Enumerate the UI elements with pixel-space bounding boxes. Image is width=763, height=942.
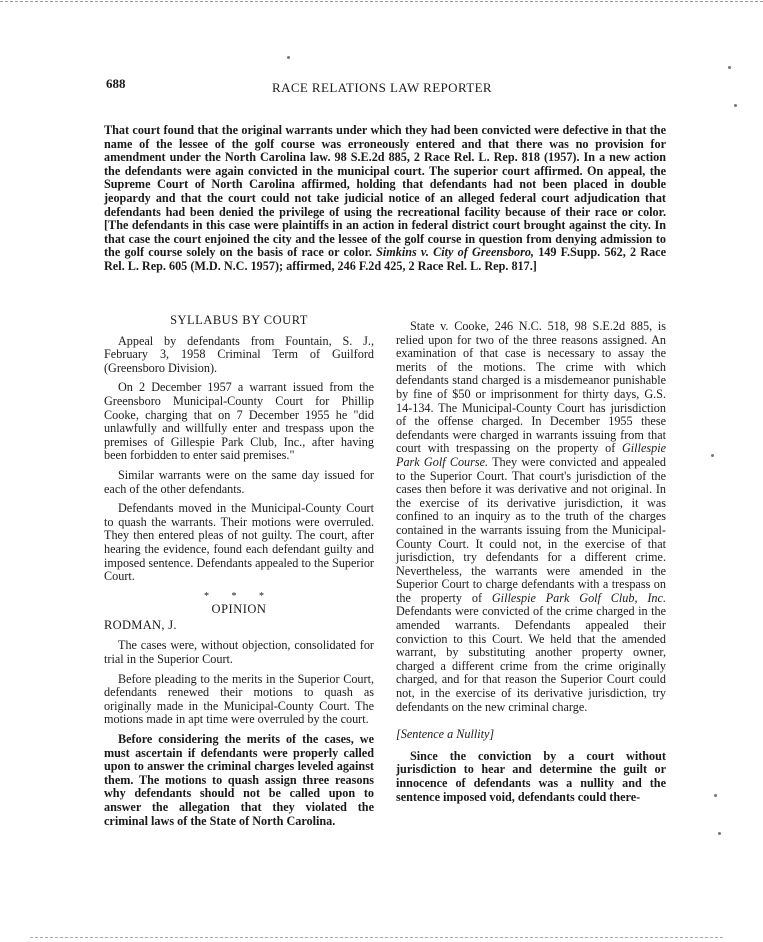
headnote-citation: 149 F.Supp. 562, 2 Race Rel. L. Rep. 605 (M.D. N.C. 1957); affirmed, 246 F.2d 425, 2 Race Rel. L. Rep. 817.]	[104, 245, 666, 273]
syllabus-paragraph: Similar warrants were on the same day issued for each of the other defendants.	[104, 467, 374, 496]
syllabus-heading: SYLLABUS BY COURT	[170, 313, 308, 327]
paragraph-text: They were convicted and appealed to the Superior Court. That court's jurisdiction of the cases then before it was derivative and not original. In the exercise of its derivative jurisdiction, it was confined to an inquiry as to the truth of the charges contained in the warrants issuing from the Municipal-County Court. It could not, in the exercise of that jurisdiction, try defendants for a different crime. Nevertheless, the warrants were amended in the Superior Court to charge defendants with a trespass on the property of	[396, 454, 666, 605]
scan-speck	[718, 832, 721, 835]
scan-border-bottom	[30, 937, 723, 938]
scan-border-top	[0, 1, 763, 2]
opinion-paragraph: The cases were, without objection, consolidated for trial in the Superior Court.	[104, 638, 374, 667]
property-name: Gillespie Park Golf Course.	[396, 441, 666, 469]
opinion-paragraph	[396, 320, 666, 714]
opinion-paragraph: Before pleading to the merits in the Superior Court, defendants renewed their motions to quash as originally made in the Municipal-County Court. The motions made in apt time were overruled by the court.	[104, 671, 374, 727]
left-column	[104, 314, 374, 834]
headnote-text: That court found that the original warrants under which they had been convicted were defective in that the name of the lessee of the golf course was erroneously entered and that there was no provision for amendment under the North Carolina law. 98 S.E.2d 885, 2 Race Rel. L. Rep. 818 (1957). In a new action the defendants were again convicted in the municipal court. The superior court affirmed. On appeal, the Supreme Court of North Carolina affirmed, holding that defendants had not been placed in double jeopardy and that the court could not take judicial notice of an alleged federal court adjudication that defendants had been denied the privilege of using the recreational facility because of their race or color. [The defendants in this case were plaintiffs in an action in federal district court brought against the city. In that case the court enjoined the city and the lessee of the golf course in question from denying admission to the golf course solely on the basis of race or color.	[104, 123, 666, 260]
judge-name: RODMAN, J.	[104, 617, 177, 632]
syllabus-paragraph: On 2 December 1957 a warrant issued from the Greensboro Municipal-County Court for Phillip Cooke, charging that on 7 December 1955 he "did unlawfully and willfully enter and trespass upon the premises of Gillespie Park Club, Inc., after having been forbidden to enter said premises."	[104, 380, 374, 463]
syllabus-paragraph: Appeal by defendants from Fountain, S. J., February 3, 1958 Criminal Term of Guilford (Greensboro Division).	[104, 333, 374, 375]
scan-speck	[728, 66, 731, 69]
property-name: Gillespie Park Golf Club, Inc.	[491, 590, 666, 605]
opinion-heading: OPINION	[211, 602, 267, 617]
section-subheading: [Sentence a Nullity]	[396, 727, 495, 742]
right-column	[396, 320, 666, 810]
running-head: RACE RELATIONS LAW REPORTER	[272, 80, 492, 95]
opinion-paragraph: Since the conviction by a court without jurisdiction to hear and determine the guilt or innocence of defendants was a nullity and the sentence imposed void, defendants could there-	[396, 748, 666, 804]
scan-speck	[734, 104, 737, 107]
scan-speck	[714, 794, 717, 797]
headnote-case-name: Simkins v. City of Greensboro,	[376, 245, 534, 260]
scan-speck	[287, 56, 290, 59]
paragraph-text: State v. Cooke, 246 N.C. 518, 98 S.E.2d 885, is relied upon for two of the three reasons assigned. An examination of that case is necessary to assay the merits of the motions. The crime with which defendants stand charged is a misdemeanor punishable by fine of $50 or imprisonment for thirty days, G.S. 14-134. The Municipal-County Court has jurisdiction of the offense charged. In December 1955 these defendants were charged in warrants issuing from that court with trespassing on the property of	[396, 319, 666, 456]
section-stars: * * *	[204, 590, 274, 602]
page-number: 688	[106, 76, 126, 91]
paragraph-text: Defendants were convicted of the crime charged in the amended warrants. Defendants appealed their conviction to this Court. We held that the amended warrant, by substituting another property owner, charged a different crime from the crime originally charged, and for that reason the Superior Court could not, in the exercise of its derivative jurisdiction, try defendants on the new criminal charge.	[396, 604, 666, 714]
syllabus-paragraph: Defendants moved in the Municipal-County Court to quash the warrants. Their motions were overruled. They then entered pleas of not guilty. The court, after hearing the evidence, found each defendant guilty and imposed sentence. Defendants appealed to the Superior Court.	[104, 501, 374, 584]
editorial-headnote	[104, 124, 666, 274]
opinion-paragraph: Before considering the merits of the cases, we must ascertain if defendants were properly called upon to answer the criminal charges leveled against them. The motions to quash assign three reasons why defendants should not be called upon to answer the allegation that they violated the criminal laws of the State of North Carolina.	[104, 732, 374, 828]
scan-speck	[711, 454, 714, 457]
